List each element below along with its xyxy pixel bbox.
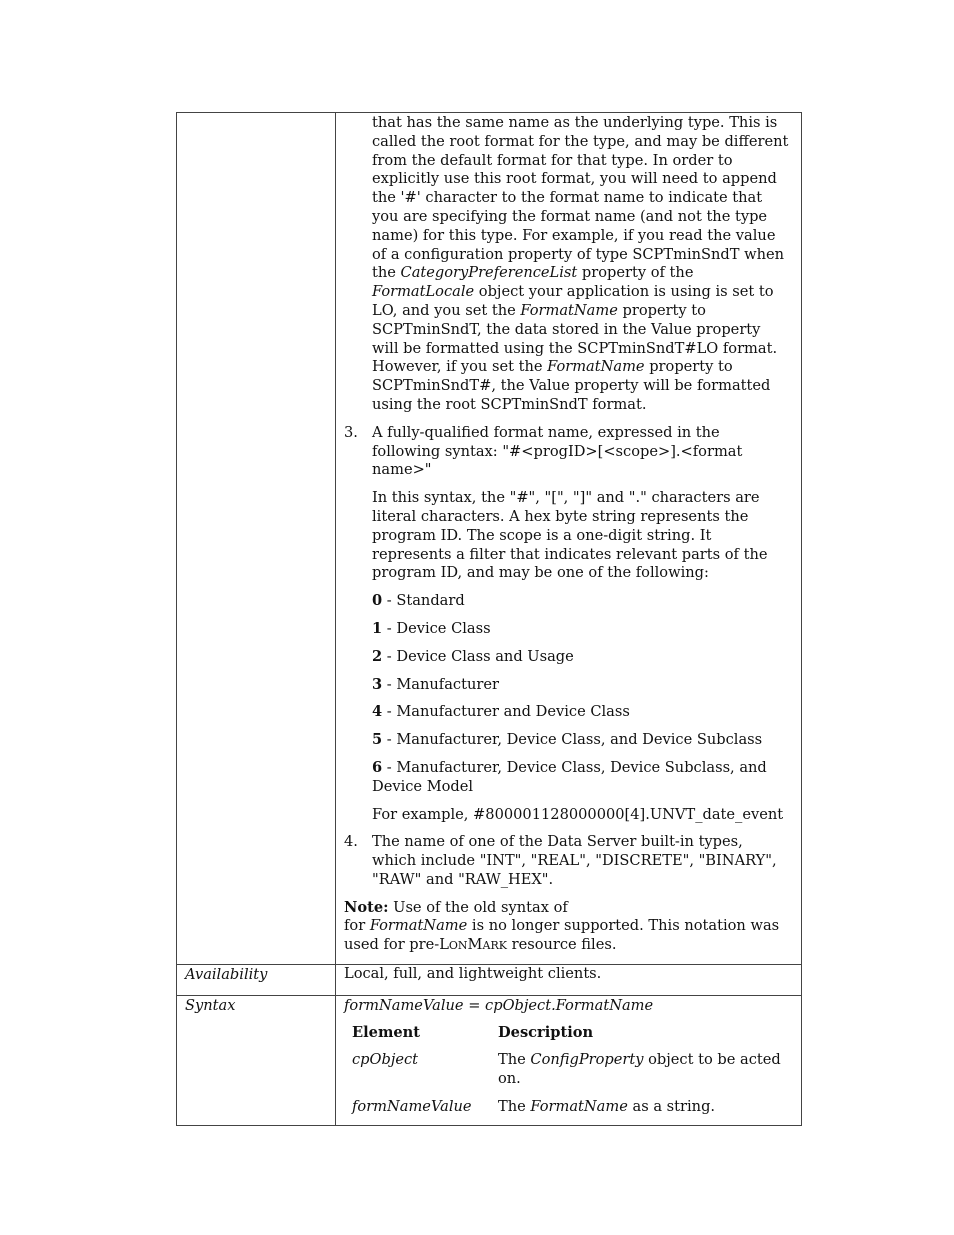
scope-item	[344, 676, 791, 695]
syntax-code: formNameValue = cpObject.FormatName	[344, 996, 654, 1014]
text-run: ON	[448, 939, 468, 953]
description-content	[336, 113, 801, 964]
text-run: FormatName	[547, 358, 645, 376]
element-table-header	[352, 1024, 791, 1043]
element-name: cpObject	[352, 1051, 419, 1069]
column-header-description: Description	[498, 1023, 594, 1041]
text-run: FormatName	[530, 1098, 628, 1116]
text-run: The	[498, 1051, 531, 1069]
column-header-element: Element	[352, 1023, 421, 1041]
scope-key: 0	[372, 592, 383, 610]
list-item-4	[344, 833, 791, 889]
list-item-3	[344, 424, 791, 480]
text-run: property to SCPTminSndT#, the Value property will be formatted using the root SCPTminSndT format.	[372, 358, 771, 413]
text-run: property to SCPTminSndT, the data stored in the Value property will be formatted using the SCPTminSndT#LO format. However, if you set the	[372, 301, 778, 376]
text-run: as a string.	[627, 1098, 716, 1116]
syntax-row	[177, 995, 801, 1125]
root-format-paragraph	[344, 114, 791, 415]
scope-key: 5	[372, 731, 383, 749]
syntax-content	[336, 996, 801, 1125]
element-table	[352, 1024, 791, 1117]
note-paragraph	[344, 899, 791, 956]
text-run: object your application is using is set to LO, and you set the	[372, 283, 774, 319]
text-run: resource files.	[506, 936, 617, 954]
format-name-description-row	[177, 113, 801, 964]
scope-key: 3	[372, 675, 383, 693]
text-run: object to be acted on.	[498, 1051, 781, 1088]
scope-item	[344, 648, 791, 667]
text-run: for	[344, 917, 370, 935]
scope-key: 2	[372, 647, 383, 665]
note-label: Note:	[344, 898, 389, 916]
text-run: FormatName	[369, 917, 468, 935]
text-run: property of the	[577, 264, 694, 282]
availability-label: Availability	[177, 965, 336, 995]
list-item-text: The name of one of the Data Server built-in types, which include "INT", "REAL", "DISCRETE", "BINARY", "RAW" and "RAW_HEX".	[372, 833, 777, 888]
list-number: 3.	[344, 423, 358, 441]
scope-item	[344, 703, 791, 722]
availability-content	[336, 965, 801, 995]
scope-value: - Manufacturer, Device Class, Device Subclass, and Device Model	[372, 758, 767, 795]
scope-key: 6	[372, 758, 383, 776]
element-name: formNameValue	[352, 1098, 472, 1116]
scope-value: - Device Class and Usage	[382, 647, 574, 665]
scope-value: - Manufacturer and Device Class	[382, 703, 630, 721]
text-run: FormatLocale	[372, 283, 475, 301]
scope-item	[344, 620, 791, 639]
list-number: 4.	[344, 833, 358, 851]
scope-key: 4	[372, 703, 383, 721]
text-run: FormatName	[520, 301, 618, 319]
text-run: CategoryPreferenceList	[400, 264, 578, 282]
scope-value: - Manufacturer, Device Class, and Device Subclass	[382, 731, 763, 749]
text-run: Use of the old syntax of	[388, 898, 568, 916]
list-item-text: A fully-qualified format name, expressed in the following syntax: "#<progID>[<scope>].<format name>"	[372, 423, 743, 479]
syntax-label: Syntax	[177, 996, 336, 1125]
property-table	[176, 112, 802, 1126]
scope-key: 1	[372, 619, 383, 637]
text-run: The	[498, 1098, 531, 1116]
scope-explanation: In this syntax, the "#", "[", "]" and "." characters are literal characters. A hex byte string represents the program ID. The scope is a one-digit string. It represents a filter that indicates relevant parts of the program ID, and may be one of the following:	[372, 489, 768, 582]
table-row	[352, 1051, 791, 1089]
scope-item	[344, 759, 791, 797]
text-run: that has the same name as the underlying type. This is called the root format for the type, and may be different from the default format for that type. In order to explicitly use this root format, you will need to append the '#' character to the format name to indicate that you are specifying the format name (and not the type name) for this type. For example, if you read the value of a configuration property of type SCPTminSndT when the	[372, 114, 789, 282]
scope-value: - Device Class	[382, 619, 491, 637]
scope-value: - Manufacturer	[382, 675, 499, 693]
table-row	[352, 1098, 791, 1117]
text-run: M	[467, 936, 483, 954]
row-label-empty	[177, 113, 336, 964]
text-run: ConfigProperty	[530, 1051, 644, 1069]
element-description	[498, 1098, 791, 1117]
scope-value: - Standard	[382, 592, 465, 610]
scope-item	[344, 731, 791, 750]
scope-item	[344, 592, 791, 611]
text-run: is no longer supported. This notation was used for pre-L	[344, 917, 780, 954]
text-run: ARK	[482, 939, 507, 953]
availability-row	[177, 964, 801, 995]
scope-example: For example, #800001128000000[4].UNVT_date_event	[372, 805, 784, 823]
availability-text: Local, full, and lightweight clients.	[344, 965, 602, 983]
element-description	[498, 1051, 791, 1089]
